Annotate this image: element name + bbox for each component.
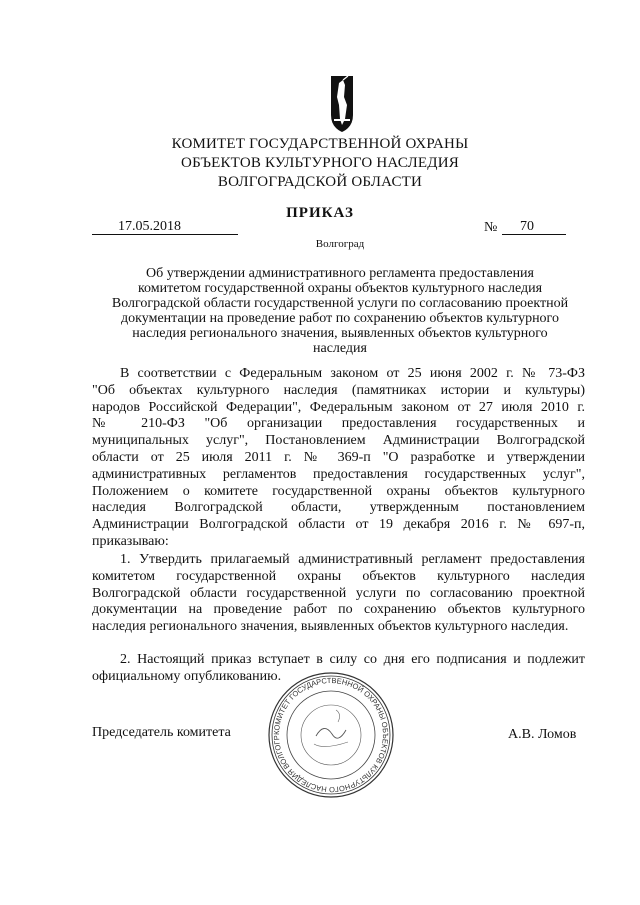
- preamble-line: В соответствии с Федеральным законом от 25 июня 2002 г. № 73-ФЗ: [120, 366, 585, 381]
- document-date: 17.05.2018: [118, 219, 181, 234]
- preamble-line: муниципальных услуг", Постановлением Администрации Волгоградской: [92, 433, 585, 449]
- org-name-line-2: ОБЪЕКТОВ КУЛЬТУРНОГО НАСЛЕДИЯ: [181, 155, 459, 171]
- heading-line: Об утверждении административного регламента предоставления: [146, 266, 534, 281]
- number-label: №: [484, 220, 498, 235]
- number-underline: [502, 218, 566, 235]
- preamble-line: административных регламентов предоставления государственных услуг",: [92, 466, 585, 482]
- heading-line: Волгоградской области государственной услуги по согласованию проектной: [111, 296, 569, 311]
- signatory-name: А.В. Ломов: [508, 727, 577, 742]
- document-city: Волгоград: [315, 238, 365, 250]
- seal-text: КОМИТЕТ ГОСУДАРСТВЕННОЙ ОХРАНЫ ОБЪЕКТОВ КУЛЬТУРНОГО НАСЛЕДИЯ ВОЛГОГР: [271, 675, 391, 795]
- preamble-line: Положением о комитете государственной охраны объектов культурного: [92, 483, 585, 499]
- preamble-line: народов Российской Федерации", Федеральным законом от 27 июля 2010 г.: [92, 399, 585, 415]
- signatory-position: Председатель комитета: [92, 725, 231, 740]
- official-seal-icon: [266, 670, 396, 800]
- preamble-line: области от 25 июля 2011 г. № 369-п "О разработке и утверждении: [92, 449, 585, 465]
- heading-line: комитетом государственной охраны объектов культурного наследия: [137, 281, 543, 296]
- coat-of-arms-icon: [330, 75, 354, 133]
- preamble-line: приказываю:: [92, 533, 169, 549]
- heading-line: наследия регионального значения, выявленных объектов культурного: [132, 326, 548, 341]
- preamble-line: наследия Волгоградской области, утвержденным постановлением: [92, 500, 585, 516]
- document-type: ПРИКАЗ: [286, 205, 354, 221]
- preamble-paragraph: [92, 366, 585, 551]
- org-name-line-3: ВОЛГОГРАДСКОЙ ОБЛАСТИ: [217, 174, 423, 190]
- order-item-1: 1. Утвердить прилагаемый административный регламент предоставления комитетом государственной охраны объектов культурного наследия Волгоградской области государственной услуги по согласованию проектной документации на проведение работ по сохранению объектов культурного наследия регионального значения, выявленных объектов культурного наследия.: [92, 552, 585, 635]
- preamble-line: "Об объектах культурного наследия (памятниках истории и культуры): [92, 382, 585, 398]
- document-heading: [95, 266, 585, 356]
- heading-line: документации на проведение работ по сохранению объектов культурного: [121, 311, 559, 326]
- preamble-line: Администрации Волгоградской области от 19 декабря 2016 г. № 697-п,: [92, 517, 585, 533]
- org-name-line-1: КОМИТЕТ ГОСУДАРСТВЕННОЙ ОХРАНЫ: [171, 136, 469, 152]
- heading-line: наследия: [313, 341, 367, 356]
- order-item-2: 2. Настоящий приказ вступает в силу со дня его подписания и подлежит официальному опубликованию.: [92, 652, 585, 684]
- preamble-line: № 210-ФЗ "Об организации предоставления государственных и: [92, 416, 585, 432]
- document-number: 70: [520, 219, 534, 234]
